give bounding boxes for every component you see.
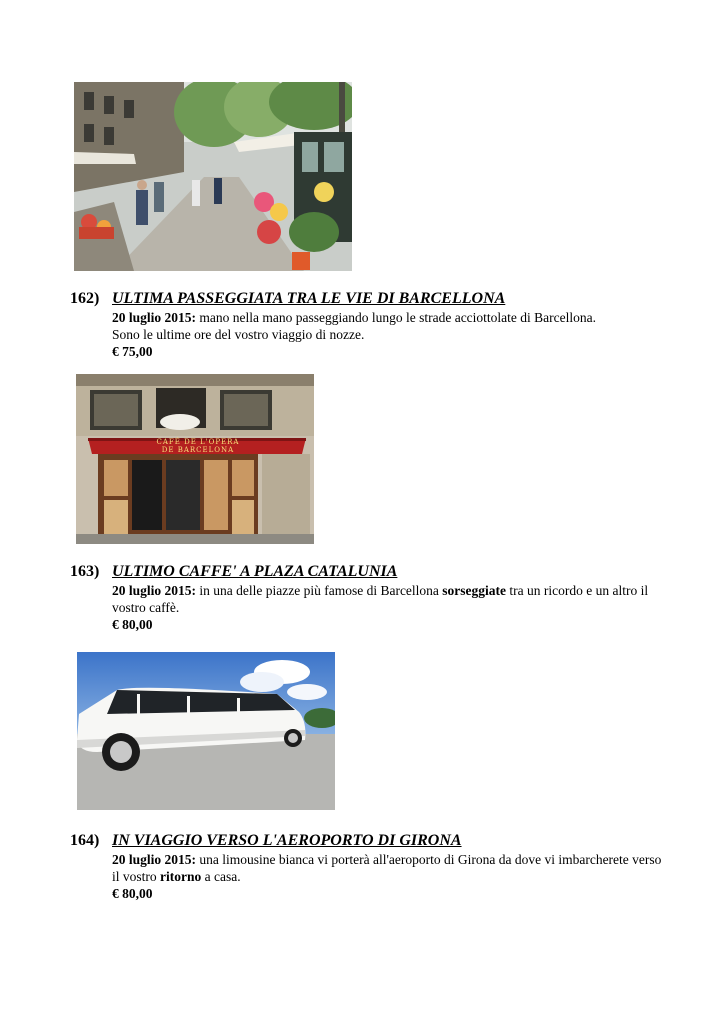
entry-price: € 80,00 bbox=[112, 617, 153, 632]
entry-price: € 80,00 bbox=[112, 886, 153, 901]
entry-text: una limousine bianca vi porterà all'aeroporto di Girona da dove vi imbarcherete verso il vostro bbox=[112, 852, 662, 884]
entry-number: 162) bbox=[70, 290, 100, 307]
entry-line bbox=[112, 582, 672, 616]
entry-body-163 bbox=[112, 582, 672, 633]
entry-date: 20 luglio 2015: bbox=[112, 583, 197, 598]
entry-bold-word: ritorno bbox=[160, 869, 202, 884]
entry-title: ULTIMO CAFFE' A PLAZA CATALUNIA bbox=[112, 563, 398, 580]
cafe-sign-line: CAFÉ DE L'OPERA bbox=[156, 438, 240, 446]
entry-title: ULTIMA PASSEGGIATA TRA LE VIE DI BARCELLONA bbox=[112, 290, 506, 307]
entry-heading-164 bbox=[70, 832, 462, 850]
entry-line bbox=[112, 309, 672, 326]
entry-date: 20 luglio 2015: bbox=[112, 310, 197, 325]
entry-body-162 bbox=[112, 309, 672, 360]
entry-number: 163) bbox=[70, 563, 100, 580]
entry-line: Sono le ultime ore del vostro viaggio di nozze. bbox=[112, 327, 365, 342]
entry-text: in una delle piazze più famose di Barcellona bbox=[196, 583, 443, 598]
entry-number: 164) bbox=[70, 832, 100, 849]
entry-text: a casa. bbox=[201, 869, 241, 884]
entry-line bbox=[112, 851, 672, 885]
entry-price: € 75,00 bbox=[112, 344, 153, 359]
entry-text: mano nella mano passeggiando lungo le strade acciottolate di Barcellona. bbox=[196, 310, 597, 325]
las-ramblas-street-photo bbox=[74, 82, 352, 271]
cafe-sign-line: DE BARCELONA bbox=[161, 446, 235, 454]
white-limousine-photo bbox=[77, 652, 335, 810]
entry-title: IN VIAGGIO VERSO L'AEROPORTO DI GIRONA bbox=[112, 832, 462, 849]
entry-heading-162 bbox=[70, 290, 505, 308]
entry-body-164 bbox=[112, 851, 672, 902]
entry-text: tra un ricordo e un altro il vostro caffè. bbox=[112, 583, 649, 615]
cafe-sign bbox=[90, 438, 306, 454]
cafe-de-lopera-photo bbox=[76, 374, 314, 544]
entry-heading-163 bbox=[70, 563, 397, 581]
entry-date: 20 luglio 2015: bbox=[112, 852, 197, 867]
entry-bold-word: sorseggiate bbox=[442, 583, 507, 598]
